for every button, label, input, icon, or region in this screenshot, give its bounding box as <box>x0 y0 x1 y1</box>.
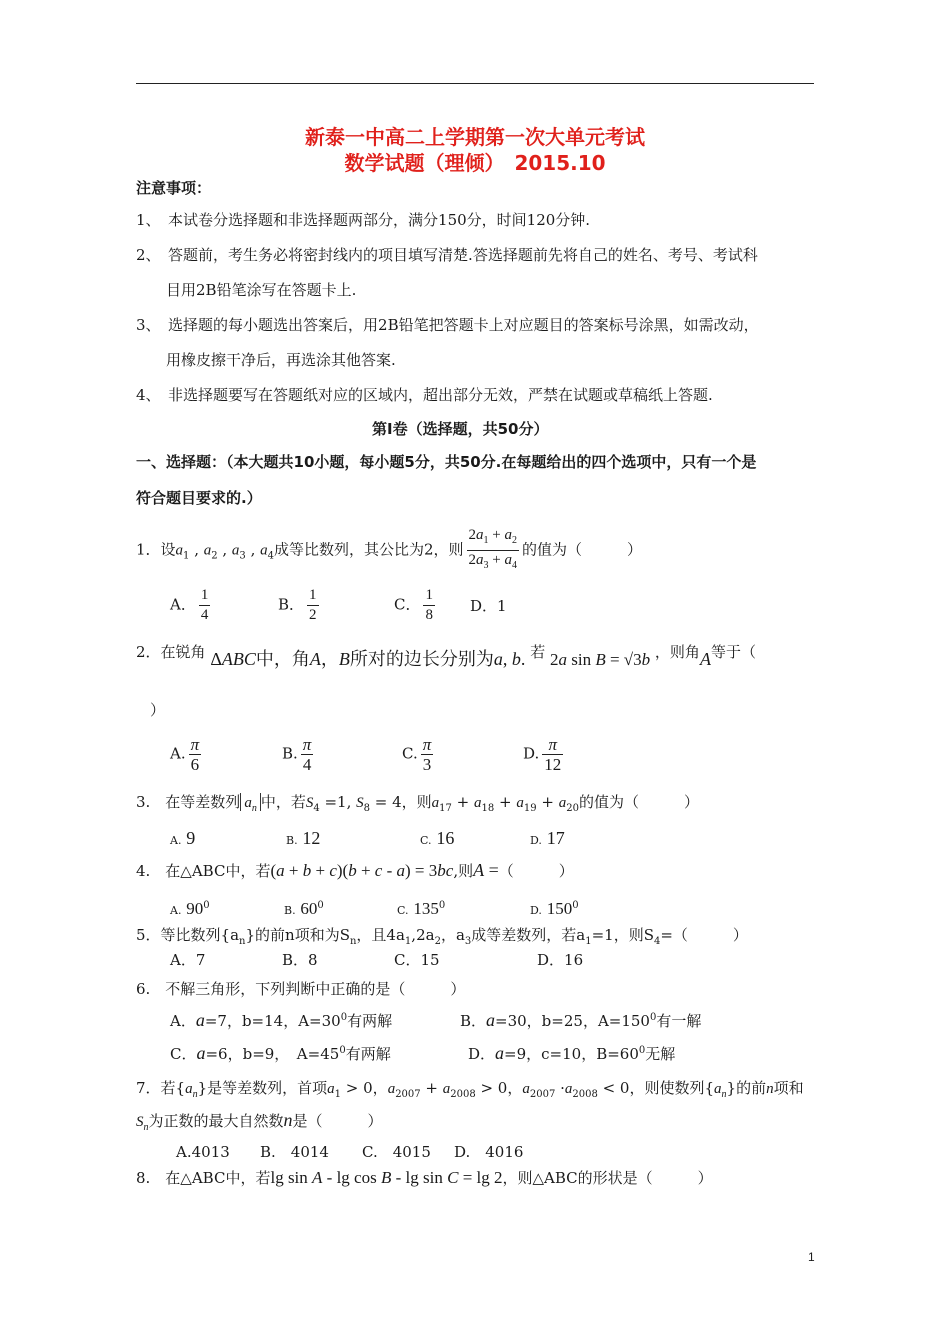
q6-option-d: D．a=9，c=10，$B=60^0$无解 <box>468 1043 676 1063</box>
notice-item-1: 1、 本试卷分选择题和非选择题两部分，满分150分，时间120分钟. <box>136 211 591 229</box>
question-8: 8. 在△ABC中，若lg sin A - lg cos B - lg sin C = lg 2，则△ABC的形状是（ ） <box>136 1168 713 1187</box>
q5-option-a: A．7 <box>170 951 206 969</box>
q6-option-a: A．a=7，b=14，$A=30^0$有两解 <box>170 1010 393 1030</box>
q1-option-a: A． $\frac{1}{4}$ <box>170 587 209 623</box>
q7-option-b: B. 4014 <box>260 1143 329 1161</box>
notice-item-2: 2、 答题前，考生务必将密封线内的项目填写清楚.答选择题前先将自己的姓名、考号、考试科 <box>136 246 758 264</box>
q1-expression-fraction: $\frac{2a_1 + a_2}{2a_3 + a_4}$ <box>468 527 517 571</box>
q4-option-d: D. $150^0$ <box>530 899 579 918</box>
q1-option-d: D．1 <box>470 597 507 615</box>
q2-option-c: C. $\frac{\pi}{3}$ <box>402 735 432 774</box>
q2-option-a: A. $\frac{\pi}{6}$ <box>170 735 200 774</box>
q1-option-c: C． $\frac{1}{8}$ <box>394 587 433 623</box>
q2-cont: ） <box>150 701 166 719</box>
part-heading: 一、选择题：（本大题共10小题，每小题5分，共50分.在每题给出的四个选项中，只有一个是 <box>136 453 757 471</box>
q1-option-b: B． $\frac{1}{2}$ <box>278 587 317 623</box>
notice-heading: 注意事项： <box>136 179 212 197</box>
notice-item-3: 3、 选择题的每小题选出答案后，用2B铅笔把答题卡上对应题目的答案标号涂黑，如需改动， <box>136 316 759 334</box>
notice-item-2-cont: 目用2B铅笔涂写在答题卡上. <box>166 281 357 299</box>
q7-option-a: A.4013 <box>176 1143 230 1161</box>
q5-option-b: B．8 <box>282 951 318 969</box>
q3-option-c: C. 16 <box>420 828 455 848</box>
volume-title: 第Ⅰ卷（选择题，共50分） <box>372 420 549 438</box>
q3-option-a: A. 9 <box>170 828 196 848</box>
question-3: 3. 在等差数列 $a_n$ 中，若$S_4 =1$, $S_8 = 4$，则$a_{17} + a_{18} + a_{19} + a_{20}$的值为（ ） <box>136 793 699 814</box>
q5-option-d: D．16 <box>537 951 584 969</box>
question-7-cont: $S_n$为正数的最大自然数n是（ ） <box>136 1110 383 1133</box>
q5-option-c: C．15 <box>394 951 440 969</box>
q4-option-a: A. $90^0$ <box>170 899 210 918</box>
q4-option-c: C. $135^0$ <box>397 899 446 918</box>
question-5: 5．等比数列$\{a_n\}$的前n项和为$S_n$，且$4a_1,2a_2$，$a_3$成等差数列，若$a_1=1$，则$S_4=$（ ） <box>136 926 748 947</box>
q3-option-b: B. 12 <box>286 828 321 848</box>
question-2: 2．在锐角 ΔABC中，角A，B所对的边长分别为a, b. 若 2a sin B = √3b ，则角A等于（ <box>136 643 756 669</box>
part-heading-cont: 符合题目要求的.） <box>136 489 262 507</box>
notice-item-4: 4、 非选择题要写在答题纸对应的区域内，超出部分无效，严禁在试题或草稿纸上答题. <box>136 386 713 404</box>
page-number: 1 <box>808 1250 815 1264</box>
q7-option-d: D. 4016 <box>454 1143 524 1161</box>
q4-option-b: B. $60^0$ <box>284 899 324 918</box>
q7-option-c: C. 4015 <box>362 1143 431 1161</box>
q3-option-d: D. 17 <box>530 828 565 848</box>
notice-item-3-cont: 用橡皮擦干净后，再选涂其他答案. <box>166 351 396 369</box>
header-rule <box>136 83 814 84</box>
exam-subtitle: 数学试题（理倾） 2015.10 <box>344 151 606 175</box>
q6-option-b: B．a=30，b=25，$A=150^0$有一解 <box>460 1010 702 1030</box>
question-6: 6. 不解三角形，下列判断中正确的是（ ） <box>136 980 466 998</box>
q6-option-c: C．a=6，b=9， $A=45^0$有两解 <box>170 1043 391 1063</box>
q2-option-b: B. $\frac{\pi}{4}$ <box>282 735 312 774</box>
question-4: 4. 在△ABC中，若(a + b + c)(b + c - a) = 3bc,则A =（ ） <box>136 860 574 880</box>
question-1: 1．设$a_1$ , $a_2$ , $a_3$ , $a_4$成等比数列，其公比为2，则 $\frac{2a_1 + a_2}{2a_3 + a_4}$ 的值为（ ） <box>136 526 642 577</box>
exam-title: 新泰一中高二上学期第一次大单元考试 <box>305 125 645 149</box>
question-7: 7．若$\{a_n\}$是等差数列，首项$a_1 > 0$，$a_{2007} + a_{2008} > 0$，$a_{2007} \cdot a_{2008} < 0$，则使数列$\{a_n\}$的前n项和 <box>136 1079 804 1100</box>
q2-option-d: D. $\frac{\pi}{12}$ <box>523 735 562 774</box>
